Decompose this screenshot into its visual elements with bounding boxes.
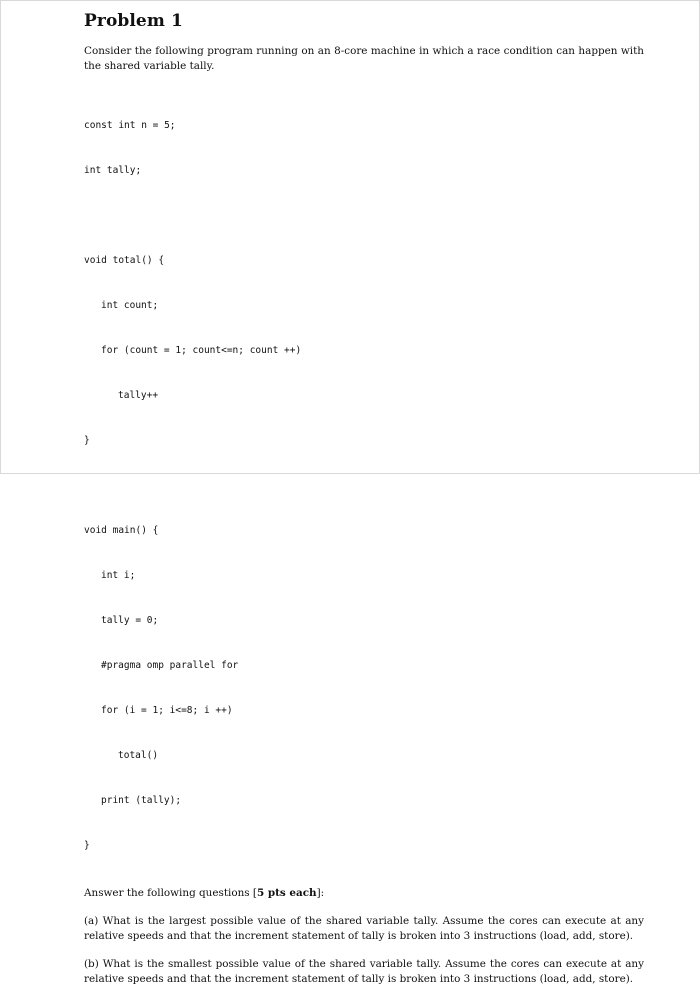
- code-block: [84, 88, 644, 883]
- code-line: total(): [118, 750, 159, 761]
- code-line: int count;: [101, 300, 159, 311]
- code-blank: [84, 478, 644, 493]
- code-line: tally++: [118, 390, 159, 401]
- intro-paragraph: Consider the following program running on an 8-core machine in which a race condition can happen with the shared variable tally.: [84, 45, 644, 72]
- question-a: (a) What is the largest possible value of the shared variable tally. Assume the cores can execute at any relative speeds and that the increment statement of tally is broken into 3 instructions (load, add, store).: [84, 915, 644, 942]
- question-b: (b) What is the smallest possible value of the shared variable tally. Assume the cores can execute at any relative speeds and that the increment statement of tally is broken into 3 instructions (load, add, store).: [84, 958, 644, 985]
- code-line: int i;: [101, 570, 136, 581]
- answer-prompt-start: Answer the following questions [: [84, 887, 257, 899]
- code-blank: [84, 208, 644, 223]
- code-line: int tally;: [84, 165, 142, 176]
- points-label: 5 pts each: [257, 887, 317, 899]
- code-line-main-header: void main() {: [84, 525, 159, 536]
- code-line-close-brace: }: [84, 840, 90, 851]
- code-line-total-header: void total() {: [84, 255, 165, 266]
- document-body: [84, 10, 644, 987]
- answer-prompt: [84, 886, 644, 901]
- code-line-close-brace: }: [84, 435, 90, 446]
- problem-title: Problem 1: [84, 11, 183, 31]
- code-line: for (i = 1; i<=8; i ++): [101, 705, 233, 716]
- code-line: for (count = 1; count<=n; count ++): [101, 345, 302, 356]
- answer-prompt-end: ]:: [316, 887, 325, 899]
- code-line: print (tally);: [101, 795, 182, 806]
- code-line: const int n = 5;: [84, 120, 176, 131]
- code-line: #pragma omp parallel for: [101, 660, 239, 671]
- code-line: tally = 0;: [101, 615, 159, 626]
